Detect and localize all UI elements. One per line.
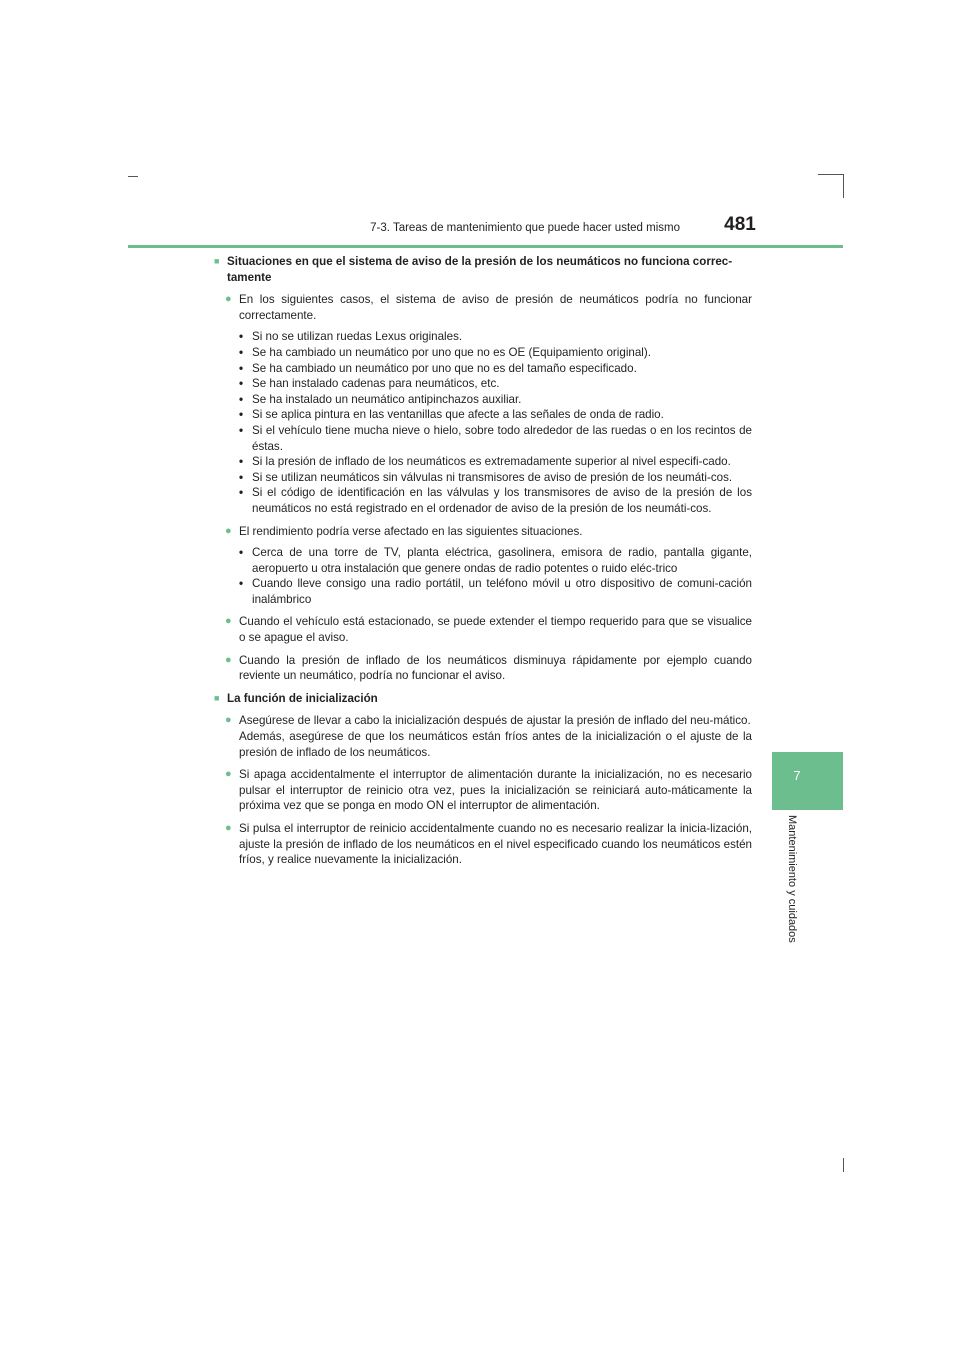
list-item (239, 545, 752, 576)
bullet-body (239, 767, 752, 814)
section-heading (214, 691, 752, 707)
page-number: 481 (724, 214, 756, 235)
list-item-text: Se ha cambiado un neumático por uno que no es del tamaño especificado. (252, 361, 637, 375)
small-bullet-icon: • (239, 486, 244, 500)
bullet-body (239, 524, 752, 608)
bullet-text: El rendimiento podría verse afectado en las siguientes situaciones. (239, 524, 583, 538)
small-bullet-icon: • (239, 361, 244, 375)
bullet-item (225, 713, 752, 760)
bullet-text: Cuando la presión de inflado de los neumáticos disminuya rápidamente por ejemplo cuando reviente un neumático, podría no funcionar el aviso. (239, 653, 752, 683)
list-item (239, 376, 752, 392)
small-bullet-icon: • (239, 546, 244, 560)
header-rule (128, 245, 843, 248)
list-item-text: Se ha instalado un neumático antipinchazos auxiliar. (252, 392, 522, 406)
list-item-text: Si se aplica pintura en las ventanillas que afecte a las señales de onda de radio. (252, 408, 664, 422)
section-header-title: 7-3. Tareas de mantenimiento que puede hacer usted mismo (370, 222, 680, 234)
chapter-title: Mantenimiento y cuidados (786, 815, 798, 943)
list-item (239, 576, 752, 607)
bullet-item (225, 614, 752, 645)
bullet-body (239, 614, 752, 645)
circle-bullet-icon: ● (225, 293, 232, 306)
bullet-item (225, 292, 752, 516)
bullet-body (239, 713, 752, 760)
crop-mark (843, 174, 844, 198)
list-item-text: Si el vehículo tiene mucha nieve o hielo, sobre todo alrededor de las ruedas o en los recintos de éstas. (252, 423, 752, 453)
small-bullet-icon: • (239, 577, 244, 591)
circle-bullet-icon: ● (225, 615, 232, 628)
sub-list (239, 329, 752, 516)
list-item-text: Se ha cambiado un neumático por uno que no es OE (Equipamiento original). (252, 345, 651, 359)
bullet-item (225, 653, 752, 684)
bullet-text: Asegúrese de llevar a cabo la inicialización después de ajustar la presión de inflado del neu-mático. (239, 714, 751, 728)
list-item (239, 423, 752, 454)
small-bullet-icon: • (239, 408, 244, 422)
circle-bullet-icon: ● (225, 524, 232, 537)
bullet-text: En los siguientes casos, el sistema de aviso de presión de neumáticos podría no funcionar correctamente. (239, 293, 752, 322)
list-item-text: Si el código de identificación en las válvulas y los transmisores de aviso de la presión de los neumáticos no está registrado en el ordenador de aviso de la presión de los neumáti-cos. (252, 486, 752, 515)
bullet-text-continued: Además, asegúrese de que los neumáticos están fríos antes de la inicialización o el ajuste de la presión de inflado de los neumáticos. (239, 730, 752, 759)
list-item (239, 329, 752, 345)
section-heading (214, 254, 752, 285)
crop-mark (128, 176, 138, 177)
circle-bullet-icon: ● (225, 768, 232, 781)
section-heading-text: La función de inicialización (227, 691, 378, 705)
section (214, 254, 752, 684)
main-content (214, 254, 752, 875)
list-item-text: Si no se utilizan ruedas Lexus originales. (252, 330, 463, 344)
bullet-text: Si pulsa el interruptor de reinicio accidentalmente cuando no es necesario realizar la inicia-lización, ajuste la presión de inflado de los neumáticos en el nivel especificado cuando los neumáticos estén fríos, y realice nuevamente la inicialización. (239, 822, 752, 867)
list-item-text: Cuando lleve consigo una radio portátil, un teléfono móvil u otro dispositivo de comuni-cación inalámbrico (252, 577, 752, 606)
small-bullet-icon: • (239, 470, 244, 484)
bullet-body (239, 653, 752, 684)
list-item (239, 454, 752, 470)
bullet-body (239, 821, 752, 868)
circle-bullet-icon: ● (225, 653, 232, 666)
chapter-number: 7 (793, 768, 801, 783)
small-bullet-icon: • (239, 377, 244, 391)
square-bullet-icon: ■ (214, 256, 220, 266)
small-bullet-icon: • (239, 455, 244, 469)
bullet-item (225, 767, 752, 814)
bullet-body (239, 292, 752, 516)
list-item-text: Se han instalado cadenas para neumáticos, etc. (252, 377, 500, 391)
circle-bullet-icon: ● (225, 714, 232, 727)
section (214, 691, 752, 868)
list-item-text: Cerca de una torre de TV, planta eléctrica, gasolinera, emisora de radio, pantalla gigante, aeropuerto u otra instalación que genere ondas de radio potentes o ruido eléc-trico (252, 546, 752, 575)
square-bullet-icon: ■ (214, 692, 220, 703)
small-bullet-icon: • (239, 330, 244, 344)
crop-mark (818, 174, 844, 175)
circle-bullet-icon: ● (225, 822, 232, 834)
list-item (239, 361, 752, 377)
section-heading-text: Situaciones en que el sistema de aviso de la presión de los neumáticos no funciona correc-tamente (227, 255, 733, 284)
list-item (239, 407, 752, 423)
list-item (239, 392, 752, 408)
sub-list (239, 545, 752, 607)
small-bullet-icon: • (239, 345, 244, 359)
small-bullet-icon: • (239, 392, 244, 406)
bullet-text: Cuando el vehículo está estacionado, se puede extender el tiempo requerido para que se visualice o se apague el aviso. (239, 615, 752, 645)
list-item (239, 345, 752, 361)
list-item (239, 485, 752, 516)
bullet-item (225, 821, 752, 868)
list-item-text: Si se utilizan neumáticos sin válvulas ni transmisores de aviso de presión de los neumáti-cos. (252, 470, 733, 484)
crop-mark (843, 1158, 844, 1172)
bullet-item (225, 524, 752, 608)
small-bullet-icon: • (239, 423, 244, 437)
list-item-text: Si la presión de inflado de los neumáticos es extremadamente superior al nivel especifi-cado. (252, 455, 731, 469)
bullet-text: Si apaga accidentalmente el interruptor de alimentación durante la inicialización, no es necesario pulsar el interruptor de reinicio otra vez, pues la inicialización se reiniciará auto-máticamente la próxima vez que se ponga en modo ON el interruptor de alimentación. (239, 768, 752, 813)
list-item (239, 470, 752, 486)
